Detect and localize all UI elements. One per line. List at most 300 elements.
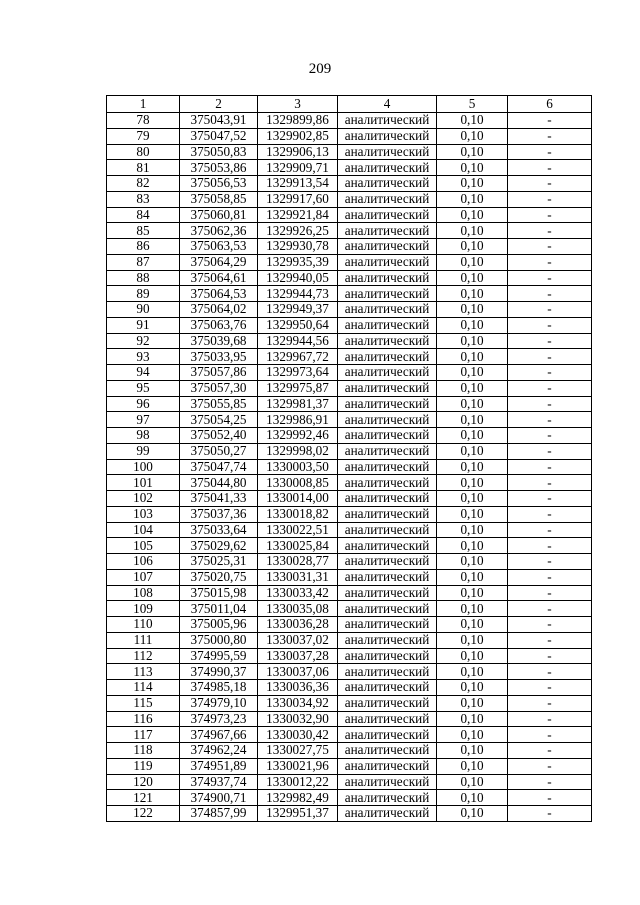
x-coordinate-cell: 374967,66 xyxy=(180,727,258,743)
accuracy-cell: 0,10 xyxy=(437,554,508,570)
point-number-cell: 97 xyxy=(107,412,180,428)
x-coordinate-cell: 375064,29 xyxy=(180,254,258,270)
point-number-cell: 79 xyxy=(107,128,180,144)
x-coordinate-cell: 374951,89 xyxy=(180,758,258,774)
description-cell: - xyxy=(508,475,592,491)
accuracy-cell: 0,10 xyxy=(437,617,508,633)
table-row xyxy=(107,774,592,790)
accuracy-cell: 0,10 xyxy=(437,569,508,585)
point-number-cell: 113 xyxy=(107,664,180,680)
point-number-cell: 87 xyxy=(107,254,180,270)
y-coordinate-cell: 1330014,00 xyxy=(258,491,338,507)
method-cell: аналитический xyxy=(338,648,437,664)
method-cell: аналитический xyxy=(338,443,437,459)
column-header: 3 xyxy=(258,96,338,113)
y-coordinate-cell: 1329930,78 xyxy=(258,239,338,255)
method-cell: аналитический xyxy=(338,743,437,759)
x-coordinate-cell: 375052,40 xyxy=(180,428,258,444)
x-coordinate-cell: 375056,53 xyxy=(180,176,258,192)
header-row xyxy=(107,96,592,113)
accuracy-cell: 0,10 xyxy=(437,459,508,475)
method-cell: аналитический xyxy=(338,191,437,207)
point-number-cell: 103 xyxy=(107,506,180,522)
y-coordinate-cell: 1330035,08 xyxy=(258,601,338,617)
x-coordinate-cell: 375029,62 xyxy=(180,538,258,554)
description-cell: - xyxy=(508,601,592,617)
point-number-cell: 121 xyxy=(107,790,180,806)
accuracy-cell: 0,10 xyxy=(437,396,508,412)
y-coordinate-cell: 1329986,91 xyxy=(258,412,338,428)
description-cell: - xyxy=(508,695,592,711)
description-cell: - xyxy=(508,727,592,743)
y-coordinate-cell: 1330028,77 xyxy=(258,554,338,570)
table-row xyxy=(107,286,592,302)
description-cell: - xyxy=(508,538,592,554)
x-coordinate-cell: 375057,30 xyxy=(180,380,258,396)
y-coordinate-cell: 1330034,92 xyxy=(258,695,338,711)
x-coordinate-cell: 374937,74 xyxy=(180,774,258,790)
table-row xyxy=(107,128,592,144)
table-row xyxy=(107,648,592,664)
point-number-cell: 96 xyxy=(107,396,180,412)
x-coordinate-cell: 375025,31 xyxy=(180,554,258,570)
accuracy-cell: 0,10 xyxy=(437,380,508,396)
accuracy-cell: 0,10 xyxy=(437,412,508,428)
y-coordinate-cell: 1329913,54 xyxy=(258,176,338,192)
column-header: 6 xyxy=(508,96,592,113)
x-coordinate-cell: 375062,36 xyxy=(180,223,258,239)
method-cell: аналитический xyxy=(338,506,437,522)
point-number-cell: 93 xyxy=(107,349,180,365)
y-coordinate-cell: 1329944,56 xyxy=(258,333,338,349)
description-cell: - xyxy=(508,333,592,349)
table-row xyxy=(107,144,592,160)
method-cell: аналитический xyxy=(338,711,437,727)
y-coordinate-cell: 1329949,37 xyxy=(258,302,338,318)
table-row xyxy=(107,396,592,412)
description-cell: - xyxy=(508,569,592,585)
table-row xyxy=(107,302,592,318)
table-row xyxy=(107,176,592,192)
table-row xyxy=(107,806,592,822)
description-cell: - xyxy=(508,254,592,270)
table-row xyxy=(107,664,592,680)
accuracy-cell: 0,10 xyxy=(437,727,508,743)
description-cell: - xyxy=(508,380,592,396)
point-number-cell: 110 xyxy=(107,617,180,633)
table-row xyxy=(107,191,592,207)
table-row xyxy=(107,601,592,617)
accuracy-cell: 0,10 xyxy=(437,443,508,459)
x-coordinate-cell: 375063,76 xyxy=(180,317,258,333)
accuracy-cell: 0,10 xyxy=(437,239,508,255)
y-coordinate-cell: 1330032,90 xyxy=(258,711,338,727)
description-cell: - xyxy=(508,144,592,160)
description-cell: - xyxy=(508,648,592,664)
method-cell: аналитический xyxy=(338,270,437,286)
accuracy-cell: 0,10 xyxy=(437,254,508,270)
y-coordinate-cell: 1329982,49 xyxy=(258,790,338,806)
method-cell: аналитический xyxy=(338,160,437,176)
method-cell: аналитический xyxy=(338,601,437,617)
point-number-cell: 101 xyxy=(107,475,180,491)
description-cell: - xyxy=(508,428,592,444)
point-number-cell: 119 xyxy=(107,758,180,774)
accuracy-cell: 0,10 xyxy=(437,144,508,160)
accuracy-cell: 0,10 xyxy=(437,128,508,144)
method-cell: аналитический xyxy=(338,176,437,192)
accuracy-cell: 0,10 xyxy=(437,270,508,286)
method-cell: аналитический xyxy=(338,538,437,554)
method-cell: аналитический xyxy=(338,695,437,711)
point-number-cell: 83 xyxy=(107,191,180,207)
method-cell: аналитический xyxy=(338,569,437,585)
x-coordinate-cell: 374900,71 xyxy=(180,790,258,806)
table-row xyxy=(107,443,592,459)
table-row xyxy=(107,632,592,648)
description-cell: - xyxy=(508,459,592,475)
x-coordinate-cell: 375039,68 xyxy=(180,333,258,349)
accuracy-cell: 0,10 xyxy=(437,806,508,822)
accuracy-cell: 0,10 xyxy=(437,664,508,680)
method-cell: аналитический xyxy=(338,491,437,507)
table-row xyxy=(107,223,592,239)
accuracy-cell: 0,10 xyxy=(437,585,508,601)
accuracy-cell: 0,10 xyxy=(437,538,508,554)
method-cell: аналитический xyxy=(338,758,437,774)
x-coordinate-cell: 375054,25 xyxy=(180,412,258,428)
method-cell: аналитический xyxy=(338,664,437,680)
y-coordinate-cell: 1329926,25 xyxy=(258,223,338,239)
description-cell: - xyxy=(508,617,592,633)
x-coordinate-cell: 374962,24 xyxy=(180,743,258,759)
point-number-cell: 100 xyxy=(107,459,180,475)
method-cell: аналитический xyxy=(338,349,437,365)
x-coordinate-cell: 375055,85 xyxy=(180,396,258,412)
description-cell: - xyxy=(508,632,592,648)
description-cell: - xyxy=(508,585,592,601)
table-row xyxy=(107,349,592,365)
x-coordinate-cell: 375058,85 xyxy=(180,191,258,207)
y-coordinate-cell: 1330037,06 xyxy=(258,664,338,680)
point-number-cell: 92 xyxy=(107,333,180,349)
table-body xyxy=(107,113,592,822)
method-cell: аналитический xyxy=(338,617,437,633)
table-row xyxy=(107,491,592,507)
y-coordinate-cell: 1330036,36 xyxy=(258,680,338,696)
table-row xyxy=(107,569,592,585)
method-cell: аналитический xyxy=(338,365,437,381)
point-number-cell: 102 xyxy=(107,491,180,507)
description-cell: - xyxy=(508,365,592,381)
accuracy-cell: 0,10 xyxy=(437,333,508,349)
point-number-cell: 105 xyxy=(107,538,180,554)
point-number-cell: 109 xyxy=(107,601,180,617)
description-cell: - xyxy=(508,239,592,255)
y-coordinate-cell: 1330008,85 xyxy=(258,475,338,491)
accuracy-cell: 0,10 xyxy=(437,506,508,522)
point-number-cell: 88 xyxy=(107,270,180,286)
x-coordinate-cell: 375050,83 xyxy=(180,144,258,160)
method-cell: аналитический xyxy=(338,522,437,538)
x-coordinate-cell: 374857,99 xyxy=(180,806,258,822)
point-number-cell: 111 xyxy=(107,632,180,648)
column-header: 5 xyxy=(437,96,508,113)
y-coordinate-cell: 1329940,05 xyxy=(258,270,338,286)
table-row xyxy=(107,333,592,349)
method-cell: аналитический xyxy=(338,774,437,790)
table-row xyxy=(107,680,592,696)
point-number-cell: 114 xyxy=(107,680,180,696)
method-cell: аналитический xyxy=(338,302,437,318)
table-row xyxy=(107,743,592,759)
table-row xyxy=(107,365,592,381)
table-row xyxy=(107,758,592,774)
x-coordinate-cell: 374995,59 xyxy=(180,648,258,664)
x-coordinate-cell: 375033,95 xyxy=(180,349,258,365)
x-coordinate-cell: 375033,64 xyxy=(180,522,258,538)
description-cell: - xyxy=(508,412,592,428)
accuracy-cell: 0,10 xyxy=(437,648,508,664)
x-coordinate-cell: 375000,80 xyxy=(180,632,258,648)
table-row xyxy=(107,254,592,270)
table-row xyxy=(107,475,592,491)
description-cell: - xyxy=(508,302,592,318)
accuracy-cell: 0,10 xyxy=(437,365,508,381)
coordinates-table xyxy=(106,95,592,822)
description-cell: - xyxy=(508,506,592,522)
x-coordinate-cell: 374985,18 xyxy=(180,680,258,696)
column-header: 4 xyxy=(338,96,437,113)
accuracy-cell: 0,10 xyxy=(437,743,508,759)
point-number-cell: 115 xyxy=(107,695,180,711)
x-coordinate-cell: 375015,98 xyxy=(180,585,258,601)
accuracy-cell: 0,10 xyxy=(437,790,508,806)
y-coordinate-cell: 1330003,50 xyxy=(258,459,338,475)
y-coordinate-cell: 1329992,46 xyxy=(258,428,338,444)
x-coordinate-cell: 374973,23 xyxy=(180,711,258,727)
x-coordinate-cell: 375064,61 xyxy=(180,270,258,286)
y-coordinate-cell: 1329935,39 xyxy=(258,254,338,270)
description-cell: - xyxy=(508,191,592,207)
x-coordinate-cell: 375060,81 xyxy=(180,207,258,223)
y-coordinate-cell: 1330031,31 xyxy=(258,569,338,585)
point-number-cell: 106 xyxy=(107,554,180,570)
method-cell: аналитический xyxy=(338,380,437,396)
x-coordinate-cell: 375037,36 xyxy=(180,506,258,522)
accuracy-cell: 0,10 xyxy=(437,302,508,318)
method-cell: аналитический xyxy=(338,396,437,412)
method-cell: аналитический xyxy=(338,144,437,160)
point-number-cell: 86 xyxy=(107,239,180,255)
accuracy-cell: 0,10 xyxy=(437,317,508,333)
y-coordinate-cell: 1329967,72 xyxy=(258,349,338,365)
description-cell: - xyxy=(508,806,592,822)
y-coordinate-cell: 1329981,37 xyxy=(258,396,338,412)
point-number-cell: 118 xyxy=(107,743,180,759)
description-cell: - xyxy=(508,711,592,727)
point-number-cell: 81 xyxy=(107,160,180,176)
table-row xyxy=(107,113,592,129)
x-coordinate-cell: 375005,96 xyxy=(180,617,258,633)
table-row xyxy=(107,160,592,176)
description-cell: - xyxy=(508,160,592,176)
method-cell: аналитический xyxy=(338,585,437,601)
x-coordinate-cell: 375047,52 xyxy=(180,128,258,144)
point-number-cell: 82 xyxy=(107,176,180,192)
x-coordinate-cell: 375063,53 xyxy=(180,239,258,255)
y-coordinate-cell: 1329921,84 xyxy=(258,207,338,223)
method-cell: аналитический xyxy=(338,459,437,475)
accuracy-cell: 0,10 xyxy=(437,475,508,491)
table-row xyxy=(107,239,592,255)
method-cell: аналитический xyxy=(338,254,437,270)
accuracy-cell: 0,10 xyxy=(437,601,508,617)
y-coordinate-cell: 1330027,75 xyxy=(258,743,338,759)
table-header xyxy=(107,96,592,113)
x-coordinate-cell: 375043,91 xyxy=(180,113,258,129)
y-coordinate-cell: 1330022,51 xyxy=(258,522,338,538)
y-coordinate-cell: 1329909,71 xyxy=(258,160,338,176)
point-number-cell: 104 xyxy=(107,522,180,538)
method-cell: аналитический xyxy=(338,412,437,428)
table-row xyxy=(107,695,592,711)
accuracy-cell: 0,10 xyxy=(437,695,508,711)
method-cell: аналитический xyxy=(338,428,437,444)
x-coordinate-cell: 375064,53 xyxy=(180,286,258,302)
description-cell: - xyxy=(508,790,592,806)
point-number-cell: 116 xyxy=(107,711,180,727)
accuracy-cell: 0,10 xyxy=(437,632,508,648)
x-coordinate-cell: 375047,74 xyxy=(180,459,258,475)
description-cell: - xyxy=(508,207,592,223)
y-coordinate-cell: 1330025,84 xyxy=(258,538,338,554)
point-number-cell: 108 xyxy=(107,585,180,601)
y-coordinate-cell: 1329899,86 xyxy=(258,113,338,129)
description-cell: - xyxy=(508,443,592,459)
point-number-cell: 120 xyxy=(107,774,180,790)
table-row xyxy=(107,317,592,333)
x-coordinate-cell: 375050,27 xyxy=(180,443,258,459)
description-cell: - xyxy=(508,223,592,239)
table-row xyxy=(107,207,592,223)
description-cell: - xyxy=(508,491,592,507)
table-row xyxy=(107,412,592,428)
point-number-cell: 122 xyxy=(107,806,180,822)
description-cell: - xyxy=(508,522,592,538)
method-cell: аналитический xyxy=(338,475,437,491)
table-row xyxy=(107,711,592,727)
y-coordinate-cell: 1330037,02 xyxy=(258,632,338,648)
point-number-cell: 80 xyxy=(107,144,180,160)
x-coordinate-cell: 374990,37 xyxy=(180,664,258,680)
description-cell: - xyxy=(508,774,592,790)
table-row xyxy=(107,617,592,633)
description-cell: - xyxy=(508,349,592,365)
y-coordinate-cell: 1330030,42 xyxy=(258,727,338,743)
method-cell: аналитический xyxy=(338,680,437,696)
y-coordinate-cell: 1330036,28 xyxy=(258,617,338,633)
y-coordinate-cell: 1330037,28 xyxy=(258,648,338,664)
description-cell: - xyxy=(508,113,592,129)
table-row xyxy=(107,522,592,538)
y-coordinate-cell: 1329906,13 xyxy=(258,144,338,160)
x-coordinate-cell: 375020,75 xyxy=(180,569,258,585)
method-cell: аналитический xyxy=(338,632,437,648)
description-cell: - xyxy=(508,317,592,333)
point-number-cell: 98 xyxy=(107,428,180,444)
description-cell: - xyxy=(508,128,592,144)
x-coordinate-cell: 375044,80 xyxy=(180,475,258,491)
description-cell: - xyxy=(508,680,592,696)
y-coordinate-cell: 1329951,37 xyxy=(258,806,338,822)
description-cell: - xyxy=(508,664,592,680)
method-cell: аналитический xyxy=(338,128,437,144)
accuracy-cell: 0,10 xyxy=(437,191,508,207)
accuracy-cell: 0,10 xyxy=(437,758,508,774)
table-row xyxy=(107,727,592,743)
description-cell: - xyxy=(508,743,592,759)
table-row xyxy=(107,790,592,806)
point-number-cell: 117 xyxy=(107,727,180,743)
method-cell: аналитический xyxy=(338,806,437,822)
y-coordinate-cell: 1330033,42 xyxy=(258,585,338,601)
point-number-cell: 91 xyxy=(107,317,180,333)
accuracy-cell: 0,10 xyxy=(437,207,508,223)
y-coordinate-cell: 1329998,02 xyxy=(258,443,338,459)
x-coordinate-cell: 375057,86 xyxy=(180,365,258,381)
accuracy-cell: 0,10 xyxy=(437,711,508,727)
page-number: 209 xyxy=(308,61,332,77)
table-row xyxy=(107,459,592,475)
y-coordinate-cell: 1329950,64 xyxy=(258,317,338,333)
accuracy-cell: 0,10 xyxy=(437,349,508,365)
accuracy-cell: 0,10 xyxy=(437,680,508,696)
method-cell: аналитический xyxy=(338,207,437,223)
point-number-cell: 90 xyxy=(107,302,180,318)
x-coordinate-cell: 375041,33 xyxy=(180,491,258,507)
x-coordinate-cell: 375053,86 xyxy=(180,160,258,176)
description-cell: - xyxy=(508,396,592,412)
description-cell: - xyxy=(508,176,592,192)
table-row xyxy=(107,270,592,286)
table-row xyxy=(107,538,592,554)
point-number-cell: 84 xyxy=(107,207,180,223)
description-cell: - xyxy=(508,554,592,570)
accuracy-cell: 0,10 xyxy=(437,223,508,239)
column-header: 2 xyxy=(180,96,258,113)
method-cell: аналитический xyxy=(338,554,437,570)
table-row xyxy=(107,428,592,444)
accuracy-cell: 0,10 xyxy=(437,522,508,538)
method-cell: аналитический xyxy=(338,790,437,806)
point-number-cell: 89 xyxy=(107,286,180,302)
method-cell: аналитический xyxy=(338,113,437,129)
description-cell: - xyxy=(508,758,592,774)
method-cell: аналитический xyxy=(338,239,437,255)
y-coordinate-cell: 1329973,64 xyxy=(258,365,338,381)
description-cell: - xyxy=(508,270,592,286)
point-number-cell: 95 xyxy=(107,380,180,396)
accuracy-cell: 0,10 xyxy=(437,491,508,507)
description-cell: - xyxy=(508,286,592,302)
column-header: 1 xyxy=(107,96,180,113)
method-cell: аналитический xyxy=(338,286,437,302)
table-row xyxy=(107,585,592,601)
point-number-cell: 85 xyxy=(107,223,180,239)
point-number-cell: 78 xyxy=(107,113,180,129)
accuracy-cell: 0,10 xyxy=(437,428,508,444)
